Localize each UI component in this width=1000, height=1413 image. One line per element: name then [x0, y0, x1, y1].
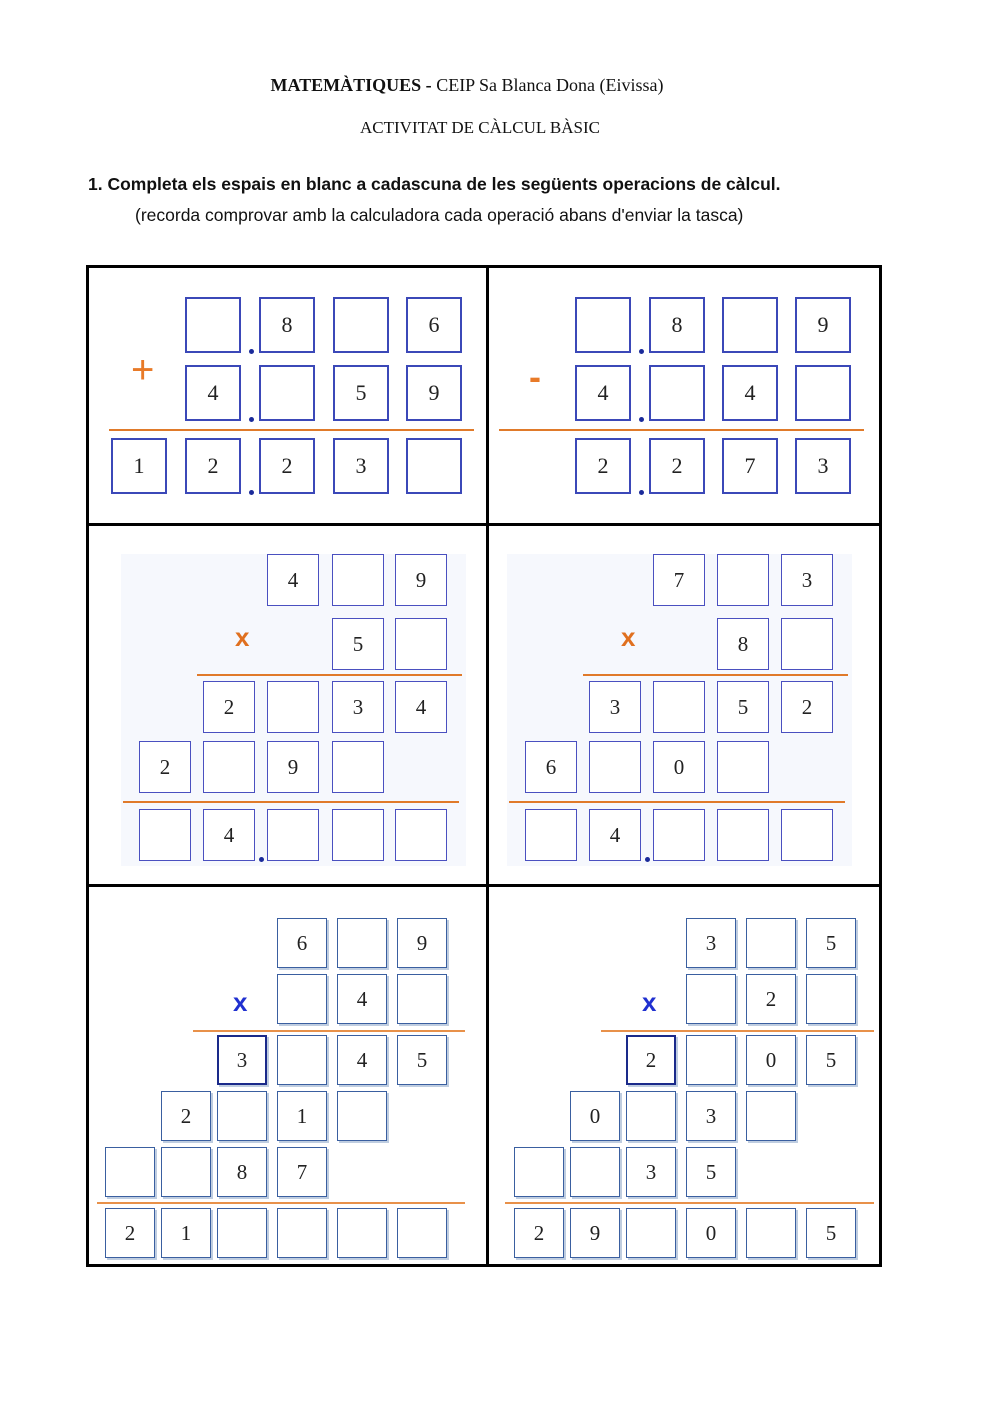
answer-box[interactable]: [746, 918, 796, 968]
exercise-grid: [86, 265, 882, 1267]
product-line: [583, 674, 848, 676]
digit-box[interactable]: 9: [397, 918, 447, 968]
answer-box[interactable]: [217, 1208, 267, 1258]
answer-box[interactable]: [105, 1147, 155, 1197]
answer-box[interactable]: [185, 297, 241, 353]
digit-box[interactable]: 9: [267, 741, 319, 793]
digit-box[interactable]: 3: [217, 1035, 267, 1085]
digit-box[interactable]: 2: [105, 1208, 155, 1258]
digit-box[interactable]: 5: [333, 365, 389, 421]
digit-box[interactable]: 4: [395, 681, 447, 733]
digit-box[interactable]: 0: [746, 1035, 796, 1085]
digit-box[interactable]: 4: [203, 809, 255, 861]
digit-box[interactable]: 3: [781, 554, 833, 606]
digit-box[interactable]: 4: [337, 1035, 387, 1085]
answer-box[interactable]: [781, 809, 833, 861]
answer-box[interactable]: [277, 1208, 327, 1258]
answer-box[interactable]: [259, 365, 315, 421]
digit-box[interactable]: 5: [806, 918, 856, 968]
digit-box[interactable]: 2: [203, 681, 255, 733]
digit-box[interactable]: 2: [746, 974, 796, 1024]
digit-box[interactable]: 2: [781, 681, 833, 733]
digit-box[interactable]: 8: [717, 618, 769, 670]
answer-box[interactable]: [217, 1091, 267, 1141]
digit-box[interactable]: 4: [337, 974, 387, 1024]
digit-box[interactable]: 6: [406, 297, 462, 353]
digit-box[interactable]: 5: [806, 1208, 856, 1258]
digit-box[interactable]: 3: [686, 1091, 736, 1141]
digit-box[interactable]: 3: [626, 1147, 676, 1197]
answer-box[interactable]: [337, 1208, 387, 1258]
answer-box[interactable]: [395, 618, 447, 670]
digit-box[interactable]: 7: [653, 554, 705, 606]
answer-box[interactable]: [746, 1208, 796, 1258]
times-operator: x: [642, 987, 657, 1017]
answer-box[interactable]: [686, 1035, 736, 1085]
answer-box[interactable]: [203, 741, 255, 793]
answer-box[interactable]: [332, 554, 384, 606]
answer-box[interactable]: [337, 1091, 387, 1141]
digit-box[interactable]: 7: [722, 438, 778, 494]
result-line: [505, 1202, 874, 1204]
answer-box[interactable]: [717, 741, 769, 793]
digit-box[interactable]: 3: [333, 438, 389, 494]
answer-box[interactable]: [277, 974, 327, 1024]
difference-line: [499, 429, 864, 431]
page-header-school: [0, 75, 967, 96]
digit-box[interactable]: 2: [161, 1091, 211, 1141]
product-line: [197, 674, 462, 676]
question-title: 1. Completa els espais en blanc a cadascuna de les següents operacions de càlcul.: [88, 174, 781, 194]
answer-box[interactable]: [397, 1208, 447, 1258]
digit-box[interactable]: 2: [575, 438, 631, 494]
result-line: [509, 801, 845, 803]
answer-box[interactable]: [332, 741, 384, 793]
answer-box[interactable]: [525, 809, 577, 861]
digit-box[interactable]: 4: [185, 365, 241, 421]
digit-box[interactable]: 1: [277, 1091, 327, 1141]
digit-box[interactable]: 8: [217, 1147, 267, 1197]
decimal-point: [249, 417, 254, 422]
answer-box[interactable]: [161, 1147, 211, 1197]
answer-box[interactable]: [267, 681, 319, 733]
digit-box[interactable]: 2: [514, 1208, 564, 1258]
digit-box[interactable]: 9: [406, 365, 462, 421]
answer-box[interactable]: [626, 1208, 676, 1258]
digit-box[interactable]: 0: [570, 1091, 620, 1141]
school-name: CEIP Sa Blanca Dona (Eivissa): [431, 75, 664, 95]
decimal-point: [639, 349, 644, 354]
digit-box[interactable]: 5: [397, 1035, 447, 1085]
digit-box[interactable]: 1: [111, 438, 167, 494]
answer-box[interactable]: [717, 554, 769, 606]
answer-box[interactable]: [653, 809, 705, 861]
answer-box[interactable]: [653, 681, 705, 733]
answer-box[interactable]: [795, 365, 851, 421]
answer-box[interactable]: [781, 618, 833, 670]
digit-box[interactable]: 1: [161, 1208, 211, 1258]
result-line: [123, 801, 459, 803]
digit-box[interactable]: 7: [277, 1147, 327, 1197]
digit-box[interactable]: 8: [649, 297, 705, 353]
digit-box[interactable]: 2: [626, 1035, 676, 1085]
digit-box[interactable]: 5: [332, 618, 384, 670]
digit-box[interactable]: 4: [589, 809, 641, 861]
answer-box[interactable]: [806, 974, 856, 1024]
decimal-point: [639, 417, 644, 422]
product-line: [193, 1030, 465, 1032]
digit-box[interactable]: 3: [686, 918, 736, 968]
answer-box[interactable]: [686, 974, 736, 1024]
decimal-point: [645, 857, 650, 862]
question-subtitle: (recorda comprovar amb la calculadora cada operació abans d'enviar la tasca): [135, 205, 744, 225]
digit-box[interactable]: 0: [686, 1208, 736, 1258]
decimal-point: [249, 490, 254, 495]
answer-box[interactable]: [514, 1147, 564, 1197]
answer-box[interactable]: [722, 297, 778, 353]
answer-box[interactable]: [570, 1147, 620, 1197]
answer-box[interactable]: [589, 741, 641, 793]
digit-box[interactable]: 5: [717, 681, 769, 733]
digit-box[interactable]: 5: [806, 1035, 856, 1085]
digit-box[interactable]: 5: [686, 1147, 736, 1197]
decimal-point: [249, 349, 254, 354]
subject-label: MATEMÀTIQUES -: [270, 75, 432, 95]
answer-box[interactable]: [277, 1035, 327, 1085]
answer-box[interactable]: [717, 809, 769, 861]
answer-box[interactable]: [626, 1091, 676, 1141]
answer-box[interactable]: [397, 974, 447, 1024]
decimal-point: [639, 490, 644, 495]
digit-box[interactable]: 8: [259, 297, 315, 353]
digit-box[interactable]: 4: [722, 365, 778, 421]
grid-divider-row2: [89, 884, 879, 887]
digit-box[interactable]: 2: [139, 741, 191, 793]
sum-line: [109, 429, 474, 431]
digit-box[interactable]: 9: [395, 554, 447, 606]
times-operator: x: [621, 622, 636, 652]
plus-operator: +: [131, 348, 155, 392]
digit-box[interactable]: 4: [267, 554, 319, 606]
answer-box[interactable]: [333, 297, 389, 353]
digit-box[interactable]: 4: [575, 365, 631, 421]
digit-box[interactable]: 6: [277, 918, 327, 968]
times-operator: x: [233, 987, 248, 1017]
digit-box[interactable]: 2: [649, 438, 705, 494]
result-line: [97, 1202, 465, 1204]
answer-box[interactable]: [395, 809, 447, 861]
answer-box[interactable]: [139, 809, 191, 861]
answer-box[interactable]: [406, 438, 462, 494]
digit-box[interactable]: 2: [259, 438, 315, 494]
minus-operator: -: [529, 356, 541, 397]
digit-box[interactable]: 3: [332, 681, 384, 733]
answer-box[interactable]: [332, 809, 384, 861]
times-operator: x: [235, 622, 250, 652]
activity-title: ACTIVITAT DE CÀLCUL BÀSIC: [360, 118, 600, 137]
digit-box[interactable]: 9: [795, 297, 851, 353]
answer-box[interactable]: [337, 918, 387, 968]
grid-divider-row1: [89, 523, 879, 526]
answer-box[interactable]: [267, 809, 319, 861]
digit-box[interactable]: 0: [653, 741, 705, 793]
digit-box[interactable]: 9: [570, 1208, 620, 1258]
answer-box[interactable]: [746, 1091, 796, 1141]
digit-box[interactable]: 3: [589, 681, 641, 733]
product-line: [601, 1030, 874, 1032]
digit-box[interactable]: 6: [525, 741, 577, 793]
answer-box[interactable]: [575, 297, 631, 353]
decimal-point: [259, 857, 264, 862]
digit-box[interactable]: 3: [795, 438, 851, 494]
answer-box[interactable]: [649, 365, 705, 421]
grid-divider-vertical: [486, 268, 489, 1264]
digit-box[interactable]: 2: [185, 438, 241, 494]
